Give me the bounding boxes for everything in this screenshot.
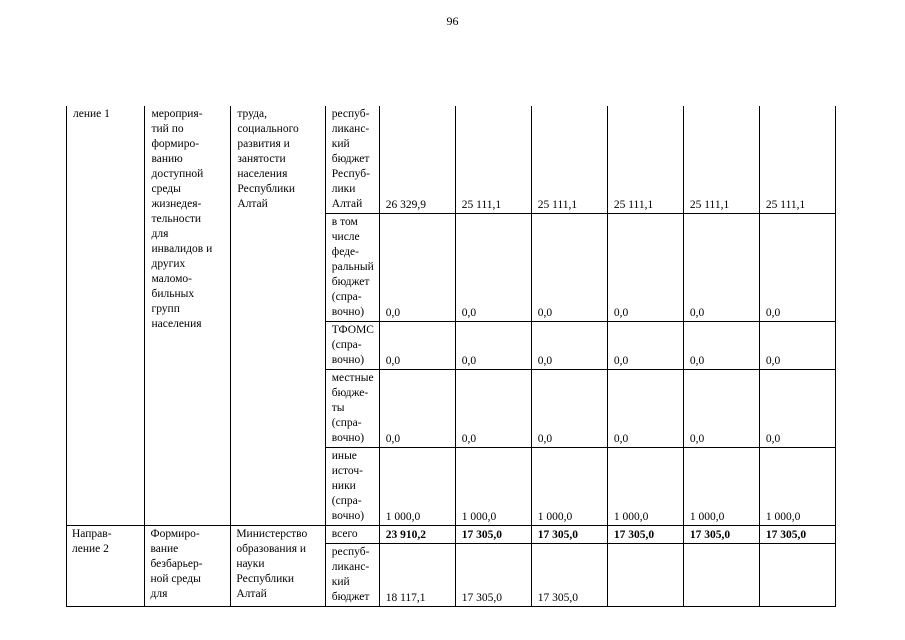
executor-cell: Министерство образования и науки Республики Алтай <box>231 526 325 607</box>
value-cell: 25 111,1 <box>683 106 759 214</box>
measure-cell: Формиро- вание безбарьер- ной среды для <box>145 526 231 607</box>
value-cell: 0,0 <box>683 214 759 322</box>
funding-source-cell: ТФОМС (спра- вочно) <box>325 322 379 370</box>
value-cell: 1 000,0 <box>379 448 455 526</box>
value-cell <box>759 544 835 607</box>
value-cell: 0,0 <box>607 214 683 322</box>
value-cell <box>607 544 683 607</box>
value-cell: 0,0 <box>379 214 455 322</box>
value-cell: 17 305,0 <box>607 526 683 544</box>
budget-table <box>66 106 836 607</box>
value-cell: 0,0 <box>379 370 455 448</box>
funding-source-cell: всего <box>325 526 379 544</box>
value-cell: 1 000,0 <box>759 448 835 526</box>
value-cell: 1 000,0 <box>607 448 683 526</box>
table-row <box>67 526 836 544</box>
value-cell: 25 111,1 <box>607 106 683 214</box>
value-cell: 17 305,0 <box>531 526 607 544</box>
value-cell: 0,0 <box>531 322 607 370</box>
funding-source-cell: местные бюдже- ты (спра- вочно) <box>325 370 379 448</box>
page-number: 96 <box>446 14 459 28</box>
value-cell: 0,0 <box>455 322 531 370</box>
value-cell: 1 000,0 <box>683 448 759 526</box>
table-row <box>67 106 836 214</box>
value-cell: 17 305,0 <box>455 526 531 544</box>
value-cell: 23 910,2 <box>379 526 455 544</box>
value-cell: 1 000,0 <box>531 448 607 526</box>
value-cell: 0,0 <box>455 214 531 322</box>
value-cell: 0,0 <box>683 322 759 370</box>
value-cell: 0,0 <box>379 322 455 370</box>
funding-source-cell: в том числе феде- ральный бюджет (спра- вочно) <box>325 214 379 322</box>
funding-source-cell: респуб- ликанс- кий бюджет Респуб- лики Алтай <box>325 106 379 214</box>
value-cell <box>683 544 759 607</box>
measure-cell: мероприя- тий по формиро- ванию доступной среды жизнедея- тельности для инвалидов и других маломо- бильных групп населения <box>145 106 231 526</box>
value-cell: 18 117,1 <box>379 544 455 607</box>
value-cell: 0,0 <box>759 322 835 370</box>
value-cell: 17 305,0 <box>683 526 759 544</box>
value-cell: 26 329,9 <box>379 106 455 214</box>
value-cell: 0,0 <box>683 370 759 448</box>
section-cell: ление 1 <box>67 106 145 526</box>
value-cell: 0,0 <box>455 370 531 448</box>
value-cell: 0,0 <box>531 370 607 448</box>
value-cell: 25 111,1 <box>759 106 835 214</box>
value-cell: 17 305,0 <box>455 544 531 607</box>
section-cell: Направ- ление 2 <box>67 526 145 607</box>
value-cell: 0,0 <box>607 370 683 448</box>
executor-cell: труда, социального развития и занятости населения Республики Алтай <box>231 106 325 526</box>
value-cell: 0,0 <box>607 322 683 370</box>
value-cell: 1 000,0 <box>455 448 531 526</box>
value-cell: 25 111,1 <box>531 106 607 214</box>
value-cell: 0,0 <box>759 370 835 448</box>
value-cell: 0,0 <box>759 214 835 322</box>
value-cell: 17 305,0 <box>531 544 607 607</box>
value-cell: 17 305,0 <box>759 526 835 544</box>
value-cell: 25 111,1 <box>455 106 531 214</box>
funding-source-cell: респуб- ликанс- кий бюджет <box>325 544 379 607</box>
value-cell: 0,0 <box>531 214 607 322</box>
funding-source-cell: иные источ- ники (спра- вочно) <box>325 448 379 526</box>
